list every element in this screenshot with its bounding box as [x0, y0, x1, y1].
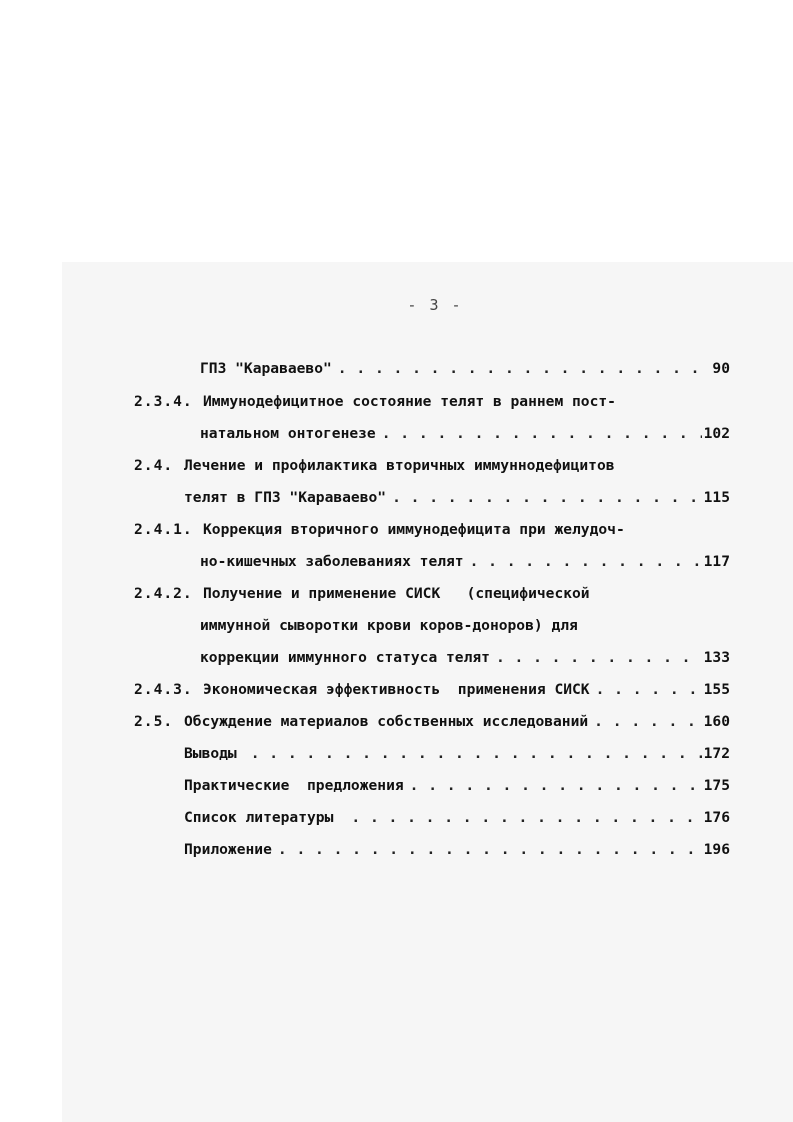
toc-page: 155: [703, 681, 730, 698]
toc-entry-2-4: [0, 454, 793, 478]
toc-entry-appendix: [184, 838, 730, 862]
toc-text: Список литературы: [184, 809, 334, 826]
dot-leader: [382, 422, 702, 446]
toc-text: Приложение: [184, 841, 272, 858]
toc-number: 2.5.: [134, 713, 174, 730]
toc-text: Выводы: [184, 745, 237, 762]
toc-entry-2-4-1: [0, 518, 793, 542]
toc-text: Получение и применение СИСК (специфической: [203, 585, 590, 602]
dot-leader: [392, 486, 702, 510]
dot-leader: [594, 710, 701, 734]
toc-entry-2-3-4-cont: [200, 422, 730, 446]
toc-entry-gpz: [200, 357, 730, 381]
dot-leader: [351, 806, 701, 830]
toc-entry-2-3-4: [0, 390, 793, 414]
toc-text: но-кишечных заболеваниях телят: [200, 553, 464, 570]
toc-page: 176: [703, 809, 730, 826]
toc-entry-2-4-2-line3: [200, 646, 730, 670]
page-number: - 3 -: [407, 296, 463, 314]
toc-page: 117: [703, 553, 730, 570]
dot-leader: [338, 357, 711, 381]
toc-page: 160: [703, 713, 730, 730]
toc-page: 90: [712, 360, 730, 377]
toc-text: Иммунодефицитное состояние телят в раннем пост-: [203, 393, 616, 410]
dot-leader: [251, 742, 702, 766]
toc-entry-2-4-cont: [184, 486, 730, 510]
toc-text: Экономическая эффективность применения СИСК: [203, 681, 590, 698]
dot-leader: [496, 646, 702, 670]
toc-entry-2-4-1-cont: [200, 550, 730, 574]
toc-text: коррекции иммунного статуса телят: [200, 649, 490, 666]
toc-text: Коррекция вторичного иммунодефицита при желудоч-: [203, 521, 625, 538]
toc-page: 172: [703, 745, 730, 762]
toc-text: Лечение и профилактика вторичных иммуннодефицитов: [184, 457, 615, 474]
toc-entry-2-4-3: [0, 678, 793, 702]
toc-text: иммунной сыворотки крови коров-доноров) для: [200, 617, 578, 634]
toc-entry-references: [184, 806, 730, 830]
dot-leader: [470, 550, 702, 574]
toc-number: 2.4.: [134, 457, 174, 474]
toc-number: 2.4.1.: [134, 521, 193, 538]
toc-page: 133: [703, 649, 730, 666]
toc-page: 175: [703, 777, 730, 794]
toc-text: натальном онтогенезе: [200, 425, 376, 442]
toc-entry-2-4-2: [0, 582, 793, 606]
toc-text: телят в ГПЗ "Караваево": [184, 489, 387, 506]
toc-number: 2.4.3.: [134, 681, 193, 698]
toc-entry-2-5: [0, 710, 793, 734]
toc-number: 2.4.2.: [134, 585, 193, 602]
toc-page: 115: [703, 489, 730, 506]
dot-leader: [596, 678, 702, 702]
toc-entry-practical-proposals: [184, 774, 730, 798]
toc-page: 102: [703, 425, 730, 442]
toc-entry-conclusions: [184, 742, 730, 766]
toc-number: 2.3.4.: [134, 393, 193, 410]
toc-text: Практические предложения: [184, 777, 404, 794]
toc-text: Обсуждение материалов собственных исследований: [184, 713, 589, 730]
dot-leader: [278, 838, 702, 862]
dot-leader: [410, 774, 702, 798]
toc-entry-2-4-2-line2: [200, 614, 730, 638]
toc-text: ГПЗ "Караваево": [200, 360, 332, 377]
toc-page: 196: [703, 841, 730, 858]
